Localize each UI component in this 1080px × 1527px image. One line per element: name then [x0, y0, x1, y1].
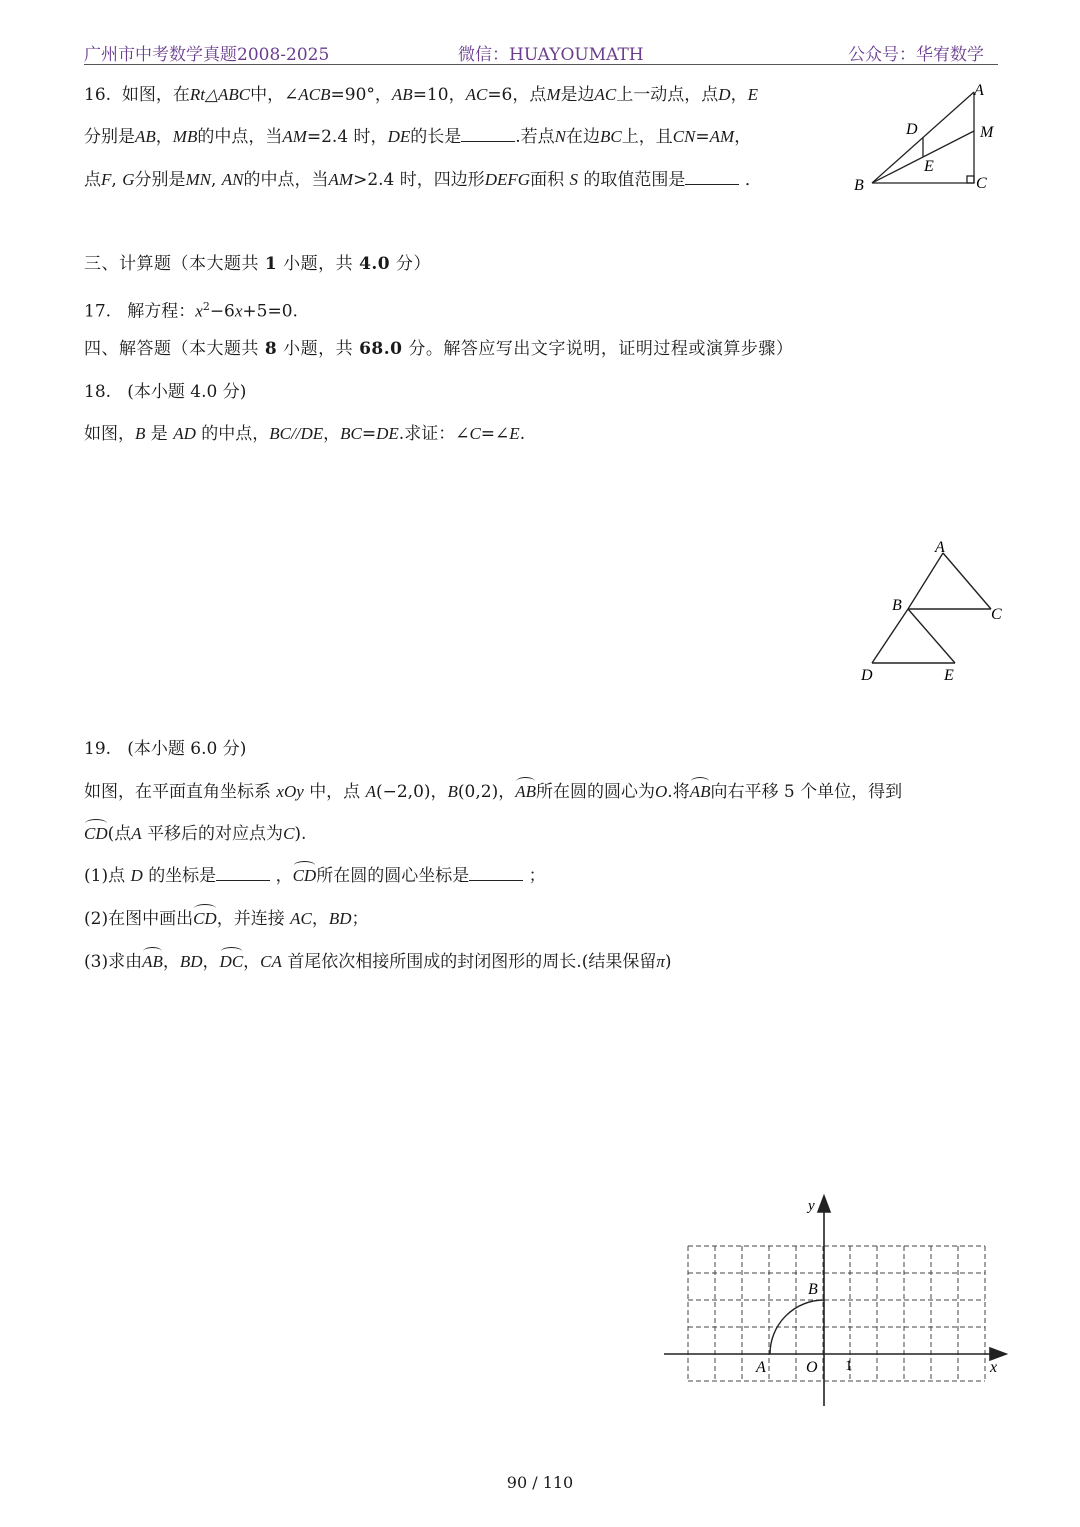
q19-part-2: (2)在图中画出CD，并连接 AC，BD； — [84, 909, 369, 929]
q19-coordinate-grid — [660, 1190, 1010, 1410]
q18-heading: 18. (本小题 4.0 分) — [84, 382, 247, 402]
answer-blank[interactable] — [216, 864, 270, 881]
label-y: y — [808, 1198, 815, 1214]
answer-blank[interactable] — [461, 125, 515, 142]
answer-blank[interactable] — [469, 864, 523, 881]
q16-line-2: 分别是AB，MB的中点，当AM=2.4 时，DE的长是 .若点N在边BC上，且CN=AM， — [84, 127, 752, 147]
page-number: 90 / 110 — [506, 1473, 574, 1492]
q16-line-1: 16. 如图，在Rt△ABC中，∠ACB=90°，AB=10，AC=6，点M是边AC上一动点，点D，E — [84, 85, 758, 105]
q19-part-1: (1)点 D 的坐标是 ，CD所在圆的圆心坐标是 ； — [84, 866, 546, 886]
section-4-heading: 四、解答题（本大题共 8 小题，共 68.0 分。解答应写出文字说明，证明过程或演算步骤） — [84, 339, 794, 359]
q19-part-3: (3)求由AB，BD，DC，CA 首尾依次相接所围成的封闭图形的周长.(结果保留π) — [84, 952, 672, 972]
label-D: D — [861, 667, 873, 684]
label-1: 1 — [845, 1358, 853, 1374]
label-B: B — [854, 177, 864, 194]
page-header — [84, 38, 998, 65]
label-B: B — [808, 1281, 818, 1298]
q16-line-3: 点F, G分别是MN, AN的中点，当AM>2.4 时，四边形DEFG面积 S 的取值范围是 ． — [84, 170, 762, 190]
header-wechat: 微信：HUAYOUMATH — [458, 45, 644, 65]
header-title: 广州市中考数学真题2008-2025 — [84, 45, 330, 65]
label-C: C — [991, 606, 1002, 623]
answer-blank[interactable] — [685, 168, 739, 185]
label-B: B — [892, 597, 902, 614]
q16-figure — [850, 78, 1000, 196]
q17-line: 17. 解方程：$x^2-6x+5=0$. — [84, 300, 298, 322]
label-A: A — [974, 82, 984, 99]
label-O: O — [806, 1359, 818, 1376]
q19-heading: 19. (本小题 6.0 分) — [84, 739, 247, 759]
q18-figure — [855, 535, 1015, 687]
label-C: C — [976, 175, 987, 192]
q19-line-1: 如图，在平面直角坐标系 xOy 中，点 A(−2,0)，B(0,2)，AB所在圆的圆心为O.将AB向右平移 5 个单位，得到 — [84, 782, 903, 802]
label-x: x — [990, 1359, 998, 1376]
q19-line-2: CD(点A 平移后的对应点为C). — [84, 824, 307, 844]
label-E: E — [944, 667, 954, 684]
q18-text: 如图，B 是 AD 的中点，BC//DE，BC=DE.求证：∠C=∠E. — [84, 424, 526, 444]
section-3-heading: 三、计算题（本大题共 1 小题，共 4.0 分） — [84, 254, 432, 274]
header-account: 公众号：华宥数学 — [848, 45, 984, 65]
label-A: A — [756, 1359, 766, 1376]
label-M: M — [980, 124, 994, 141]
label-A: A — [935, 539, 945, 556]
question-number: 16. — [84, 85, 112, 105]
label-E: E — [924, 158, 934, 175]
label-D: D — [906, 121, 918, 138]
